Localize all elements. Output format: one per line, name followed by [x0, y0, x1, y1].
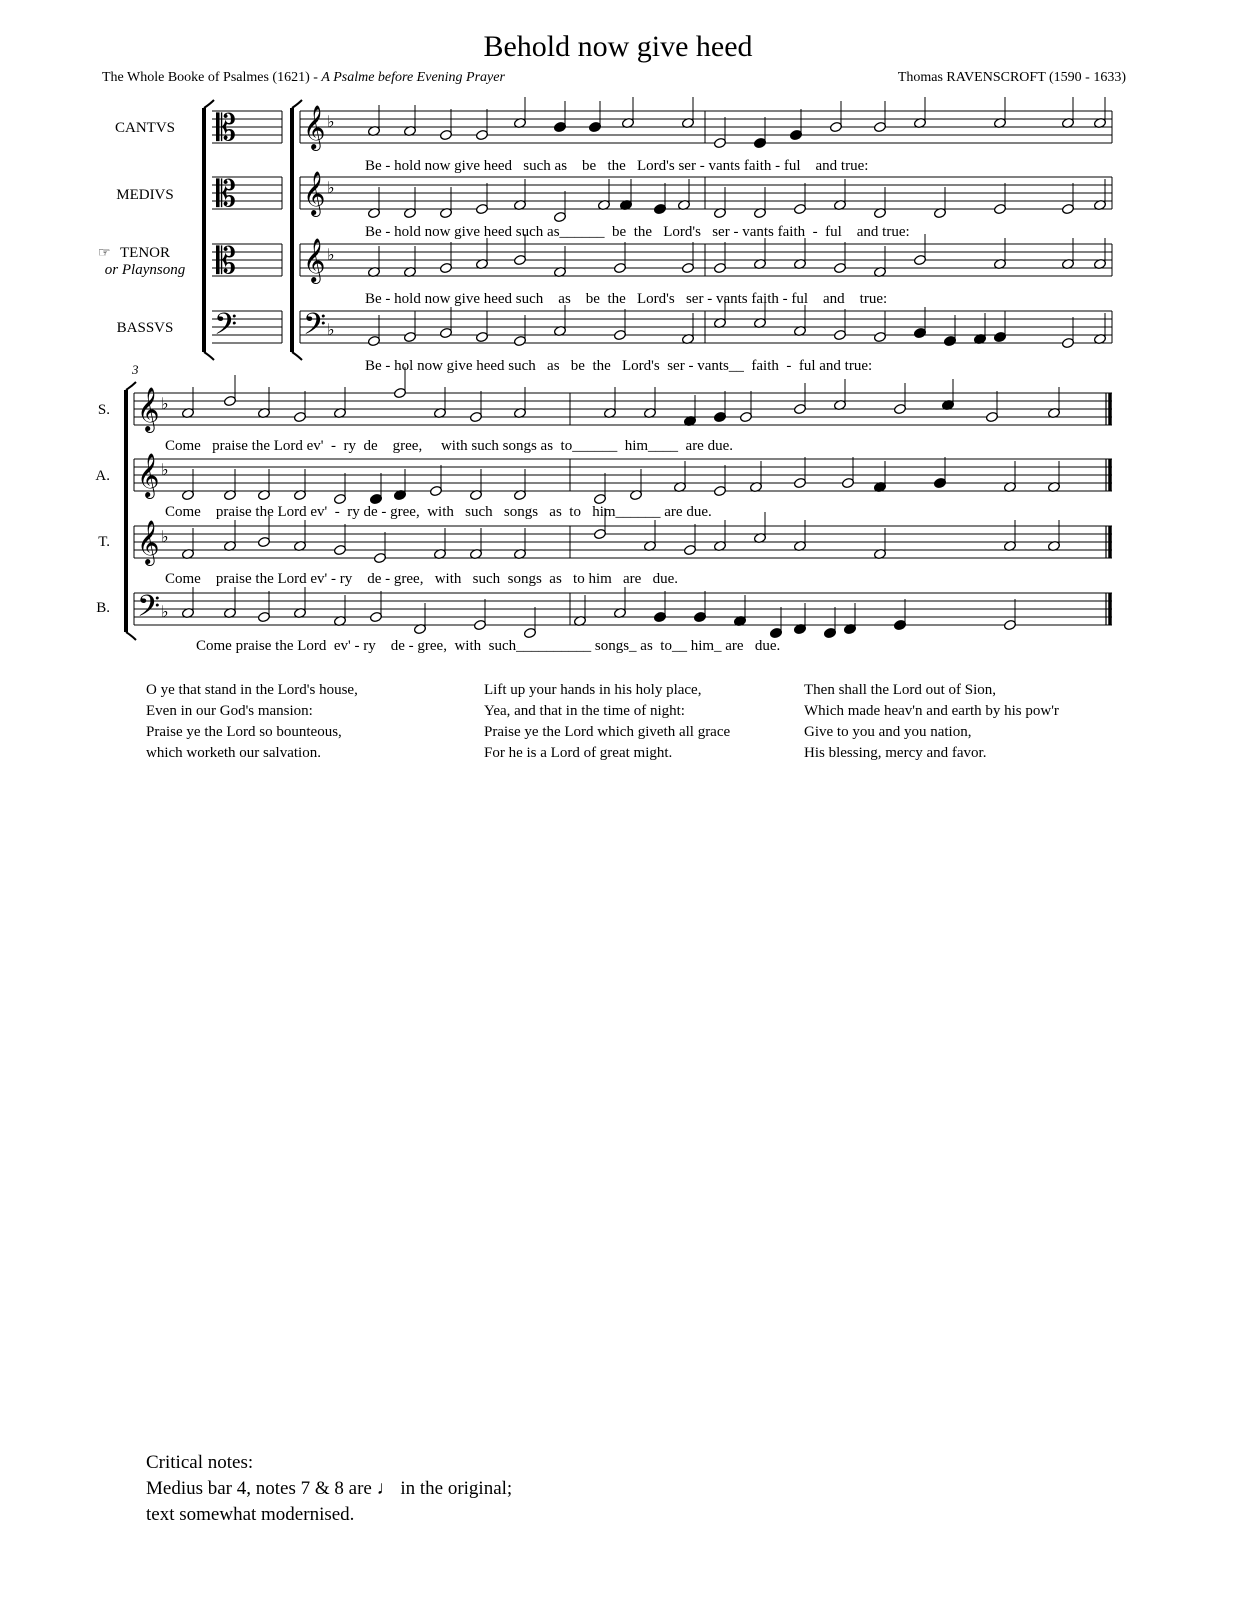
voice-label-tenor: TENOR [120, 245, 170, 261]
flat-sign-icon: ♭ [161, 602, 169, 621]
notes-line: text somewhat modernised. [146, 1504, 355, 1525]
staff [134, 393, 1112, 425]
abbrev-tenor: T. [98, 534, 110, 550]
lyrics-s1-tenor: Be - hold now give heed such as be the Lord's ser - vants faith - ful and true: [365, 291, 888, 307]
lyrics-s2-bass: Come praise the Lord ev' - ry de - gree, with such__________ songs_ as to__ him_ are due. [196, 638, 781, 654]
verse-line: Yea, and that in the time of night: [484, 703, 685, 719]
c-clef-icon: 𝄡 [216, 108, 237, 149]
bar-number: 3 [132, 362, 139, 377]
staff [300, 311, 1112, 343]
bass-clef-icon: 𝄢 [137, 590, 161, 631]
music-score [0, 0, 1236, 670]
voice-label-playnsong: or Playnsong [104, 262, 186, 278]
flat-sign-icon: ♭ [327, 245, 335, 264]
c-clef-icon: 𝄡 [216, 241, 237, 282]
lyrics-s2-alto: Come praise the Lord ev' - ry de - gree, with such songs as to him______ are due. [165, 504, 712, 520]
staff [134, 459, 1112, 491]
c-clef-icon: 𝄡 [216, 174, 237, 215]
verse-line: Even in our God's mansion: [146, 703, 313, 719]
verse-3 [804, 680, 1059, 764]
verse-line: Give to you and you nation, [804, 724, 972, 740]
staff [300, 177, 1112, 209]
lyrics-s2-soprano: Come praise the Lord ev' - ry de gree, with such songs as to______ him____ are due. [165, 438, 734, 454]
flat-sign-icon: ♭ [161, 394, 169, 413]
voice-label-medius: MEDIVS [116, 187, 174, 203]
f-clef-icon: 𝄢 [214, 308, 238, 349]
verse-line: Then shall the Lord out of Sion, [804, 682, 997, 698]
abbrev-soprano: S. [97, 402, 110, 418]
flat-sign-icon: ♭ [327, 178, 335, 197]
pointing-hand-icon: ☞ [98, 246, 111, 261]
verse-line: Praise ye the Lord so bounteous, [146, 724, 342, 740]
lyrics-s1-bassus: Be - hol now give heed such as be the Lord's ser - vants__ faith - ful and true: [365, 358, 873, 374]
treble-clef-icon: 𝄞 [137, 520, 160, 564]
verse-line: O ye that stand in the Lord's house, [146, 682, 358, 698]
voice-label-bassus: BASSVS [116, 320, 174, 336]
verse-line: His blessing, mercy and favor. [804, 745, 987, 761]
verse-1 [146, 680, 358, 764]
bass-clef-icon: 𝄢 [303, 308, 327, 349]
flat-sign-icon: ♭ [327, 320, 335, 339]
source-text: The Whole Booke of Psalmes (1621) - [102, 70, 322, 85]
voice-label-cantus: CANTVS [114, 120, 176, 136]
critical-notes [146, 1450, 512, 1528]
treble-clef-icon: 𝄞 [303, 238, 326, 282]
treble-clef-icon: 𝄞 [303, 105, 326, 149]
lyrics-s2-tenor: Come praise the Lord ev' - ry de - gree, with such songs as to him are due. [165, 571, 678, 587]
lyrics-s1-medius: Be - hold now give heed such as______ be the Lord's ser - vants faith - ful and true: [365, 224, 910, 240]
notes-heading: Critical notes: [146, 1452, 254, 1473]
notes-line: Medius bar 4, notes 7 & 8 are ♩ in the original; [146, 1478, 513, 1499]
verse-line: For he is a Lord of great might. [484, 745, 673, 761]
composer-line: Thomas RAVENSCROFT (1590 - 1633) [897, 70, 1126, 85]
abbrev-bass: B. [96, 600, 110, 616]
staff [300, 111, 1112, 143]
flat-sign-icon: ♭ [327, 112, 335, 131]
treble-clef-icon: 𝄞 [303, 171, 326, 215]
treble-clef-icon: 𝄞 [137, 387, 160, 431]
flat-sign-icon: ♭ [161, 460, 169, 479]
verse-2 [484, 680, 730, 764]
incipit-bracket [204, 100, 214, 360]
lyrics-s1-cantus: Be - hold now give heed such as be the Lord's ser - vants faith - ful and true: [365, 158, 869, 174]
flat-sign-icon: ♭ [161, 527, 169, 546]
abbrev-alto: A. [95, 468, 110, 484]
staff [134, 526, 1112, 558]
verse-line: which worketh our salvation. [146, 745, 321, 761]
page-title: Behold now give heed [483, 30, 753, 63]
source-italic: A Psalme before Evening Prayer [321, 70, 505, 85]
verse-line: Praise ye the Lord which giveth all grace [484, 724, 731, 740]
staff [300, 244, 1112, 276]
verse-line: Which made heav'n and earth by his pow'r [804, 703, 1059, 719]
treble-clef-icon: 𝄞 [137, 453, 160, 497]
verse-line: Lift up your hands in his holy place, [484, 682, 702, 698]
